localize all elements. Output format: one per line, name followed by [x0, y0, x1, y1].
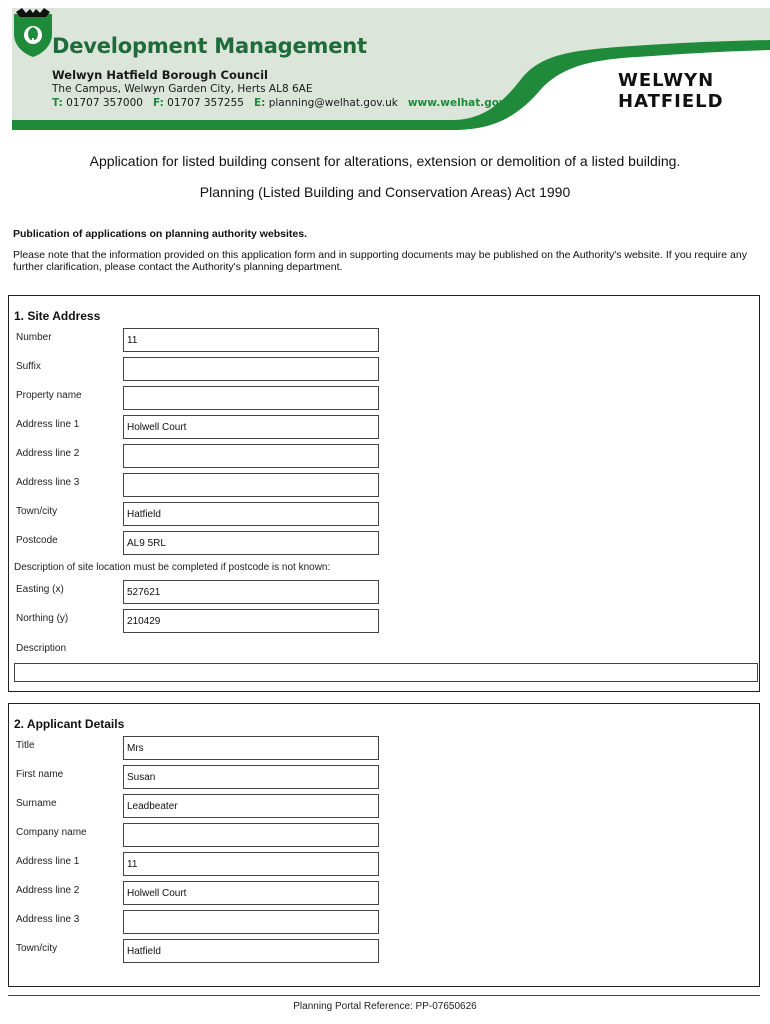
site-town-field[interactable]: Hatfield [123, 502, 379, 526]
northing-field[interactable]: 210429 [123, 609, 379, 633]
applicant-address-line-3-field[interactable] [123, 910, 379, 934]
site-suffix-label: Suffix [16, 361, 41, 372]
site-address-line-2-label: Address line 2 [16, 448, 80, 459]
section-heading-site-address: 1. Site Address [14, 309, 101, 323]
applicant-address-line-2-field[interactable]: Holwell Court [123, 881, 379, 905]
site-postcode-field[interactable]: AL9 5RL [123, 531, 379, 555]
site-town-label: Town/city [16, 506, 58, 517]
site-address-line-3-field[interactable] [123, 473, 379, 497]
site-suffix-field[interactable] [123, 357, 379, 381]
form-subtitle: Planning (Listed Building and Conservation Areas) Act 1990 [199, 184, 571, 200]
site-property-name-label: Property name [16, 390, 82, 401]
northing-label: Northing (y) [16, 613, 69, 624]
site-number-field[interactable]: 11 [123, 328, 379, 352]
form-title: Application for listed building consent for alterations, extension or demolition of a listed building. [89, 153, 681, 169]
applicant-address-line-3-label: Address line 3 [16, 914, 80, 925]
email-label: E: [253, 97, 266, 109]
applicant-first-name-label: First name [16, 769, 64, 780]
fax-number: 01707 357255 [167, 97, 244, 109]
site-property-name-field[interactable] [123, 386, 379, 410]
header-banner [12, 8, 770, 130]
tel-number: 01707 357000 [66, 97, 143, 109]
section-heading-applicant: 2. Applicant Details [14, 717, 125, 731]
publication-heading: Publication of applications on planning authority websites. [13, 228, 308, 240]
planning-portal-reference: Planning Portal Reference: PP-07650626 [293, 1001, 477, 1012]
easting-field[interactable]: 527621 [123, 580, 379, 604]
applicant-details-section [8, 703, 760, 987]
easting-label: Easting (x) [16, 584, 64, 595]
site-location-note: Description of site location must be completed if postcode is not known: [14, 562, 331, 573]
site-address-line-1-label: Address line 1 [16, 419, 80, 430]
logo-line-2: HATFIELD [618, 91, 724, 112]
applicant-title-field[interactable]: Mrs [123, 736, 379, 760]
contact-line [52, 97, 523, 109]
site-address-line-3-label: Address line 3 [16, 477, 80, 488]
applicant-company-label: Company name [16, 827, 87, 838]
applicant-town-field[interactable]: Hatfield [123, 939, 379, 963]
applicant-company-field[interactable] [123, 823, 379, 847]
publication-notice: Please note that the information provided on this application form and in supporting documents may be published on the Authority's website. If you require any further clarification, please contact the Authority's planning department. [13, 249, 747, 273]
tel-label: T: [52, 97, 63, 109]
website-link[interactable]: www.welhat.gov.uk [407, 97, 524, 109]
applicant-address-line-2-label: Address line 2 [16, 885, 80, 896]
applicant-address-line-1-field[interactable]: 11 [123, 852, 379, 876]
site-description-label: Description [16, 643, 67, 654]
applicant-first-name-field[interactable]: Susan [123, 765, 379, 789]
council-name: Welwyn Hatfield Borough Council [52, 68, 268, 82]
site-address-line-1-field[interactable]: Holwell Court [123, 415, 379, 439]
email-address[interactable]: planning@welhat.gov.uk [268, 97, 398, 109]
applicant-title-label: Title [16, 740, 35, 751]
footer-divider [8, 995, 760, 996]
site-postcode-label: Postcode [16, 535, 58, 546]
logo-line-1: WELWYN [618, 70, 715, 91]
applicant-town-label: Town/city [16, 943, 58, 954]
applicant-surname-label: Surname [16, 798, 57, 809]
fax-label: F: [152, 97, 164, 109]
council-crest-icon [12, 8, 54, 58]
site-number-label: Number [16, 332, 52, 343]
applicant-surname-field[interactable]: Leadbeater [123, 794, 379, 818]
council-address: The Campus, Welwyn Garden City, Herts AL8 6AE [52, 83, 313, 95]
site-address-line-2-field[interactable] [123, 444, 379, 468]
site-address-section [8, 295, 760, 692]
applicant-address-line-1-label: Address line 1 [16, 856, 80, 867]
banner-title: Development Management [52, 34, 367, 58]
site-description-field[interactable] [14, 663, 758, 682]
council-logo-wordmark [618, 70, 724, 112]
